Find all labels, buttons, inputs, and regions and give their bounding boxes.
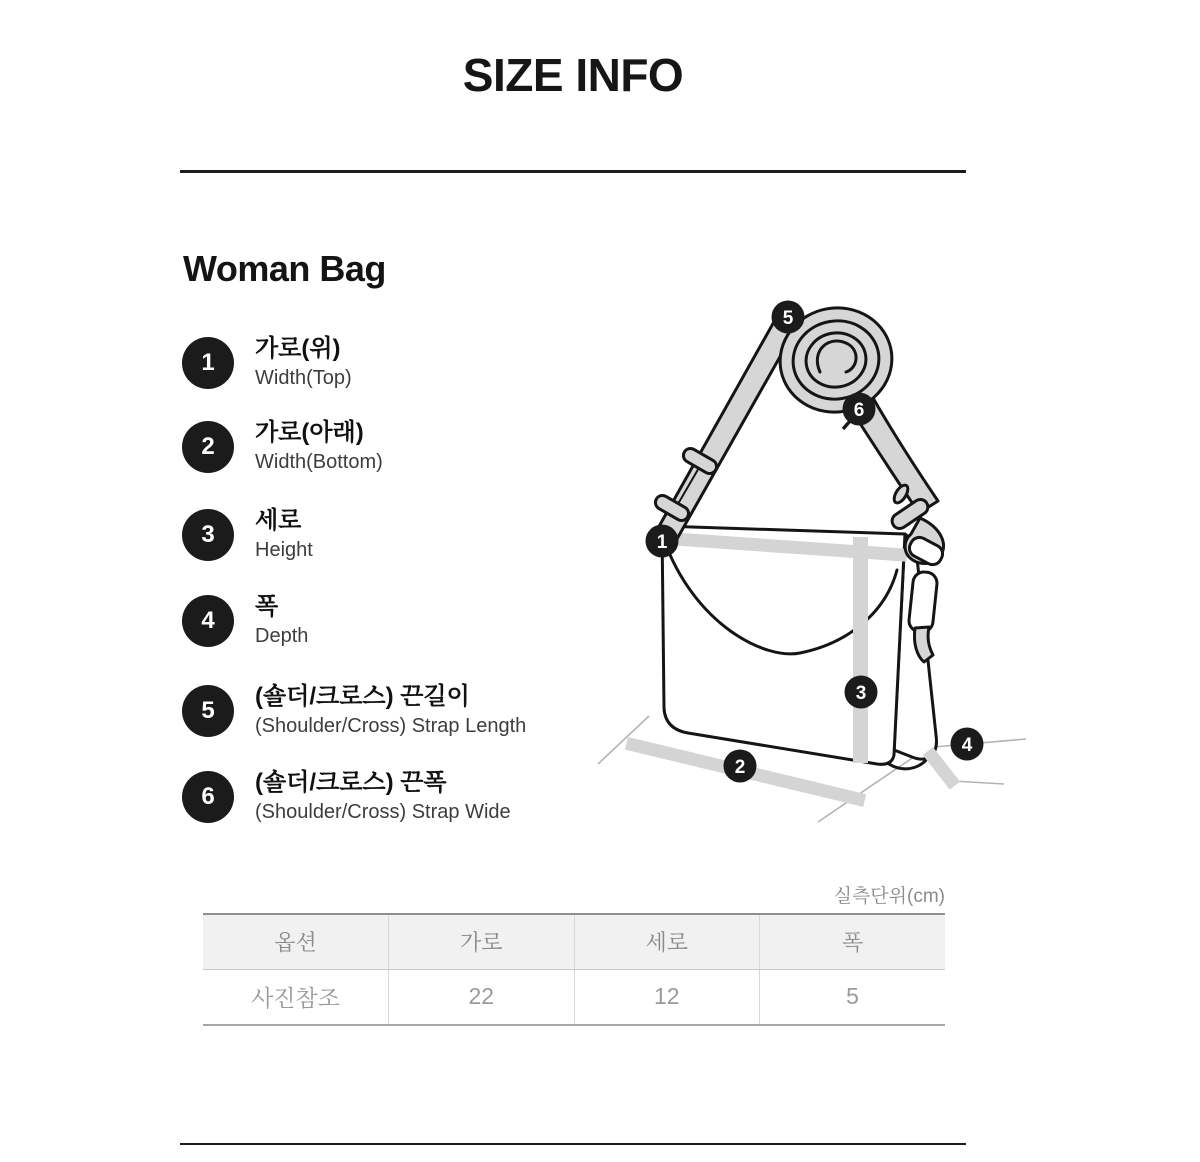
bag-front-panel (662, 526, 905, 764)
marker-3-label: 3 (855, 683, 867, 704)
product-name: Woman Bag (183, 248, 386, 289)
bag-diagram (555, 278, 1045, 840)
legend-number-badge: 6 (182, 771, 234, 823)
unit-note: 실측단위(cm) (833, 886, 945, 907)
size-table (203, 913, 945, 1026)
size-cell-height: 12 (574, 969, 760, 1025)
size-table-header-option: 옵션 (203, 914, 389, 969)
legend-label-en: (Shoulder/Cross) Strap Length (255, 715, 527, 737)
marker-6-label: 6 (853, 400, 865, 421)
top-divider (180, 170, 966, 173)
marker-5-label: 5 (782, 308, 794, 329)
marker-1-label: 1 (656, 532, 668, 553)
legend-label-ko: (숄더/크로스) 끈길이 (255, 683, 470, 710)
size-cell-depth: 5 (760, 969, 946, 1025)
legend-label-ko: 세로 (255, 507, 302, 534)
legend-label-ko: (숄더/크로스) 끈폭 (255, 769, 447, 796)
size-table-row (203, 969, 945, 1025)
legend-number-badge: 5 (182, 685, 234, 737)
legend-label-en: Width(Top) (255, 367, 352, 389)
marker-4-label: 4 (961, 735, 973, 756)
legend-number-badge: 2 (182, 421, 234, 473)
bag-body (662, 526, 936, 769)
page-title: SIZE INFO (462, 49, 684, 101)
band-height (853, 537, 868, 763)
legend-label-en: (Shoulder/Cross) Strap Wide (255, 801, 511, 823)
legend-label-en: Depth (255, 625, 309, 647)
legend-number-badge: 1 (182, 337, 234, 389)
strap-hole (891, 483, 910, 505)
legend-number-badge: 3 (182, 509, 234, 561)
size-table-header-depth: 폭 (760, 914, 946, 969)
legend-label-en: Width(Bottom) (255, 451, 383, 473)
size-cell-option: 사진참조 (203, 969, 389, 1025)
size-cell-width: 22 (389, 969, 575, 1025)
legend-label-ko: 폭 (255, 593, 279, 620)
size-table-header-width: 가로 (389, 914, 575, 969)
strap-lower-loop (908, 571, 938, 633)
legend-number-badge: 4 (182, 595, 234, 647)
legend-label-ko: 가로(위) (255, 335, 341, 362)
legend-label-en: Height (255, 539, 313, 561)
marker-2-label: 2 (734, 757, 746, 778)
size-table-header-row (203, 914, 945, 969)
legend-label-ko: 가로(아래) (255, 419, 364, 446)
size-table-header-height: 세로 (574, 914, 760, 969)
bottom-divider (180, 1143, 966, 1145)
